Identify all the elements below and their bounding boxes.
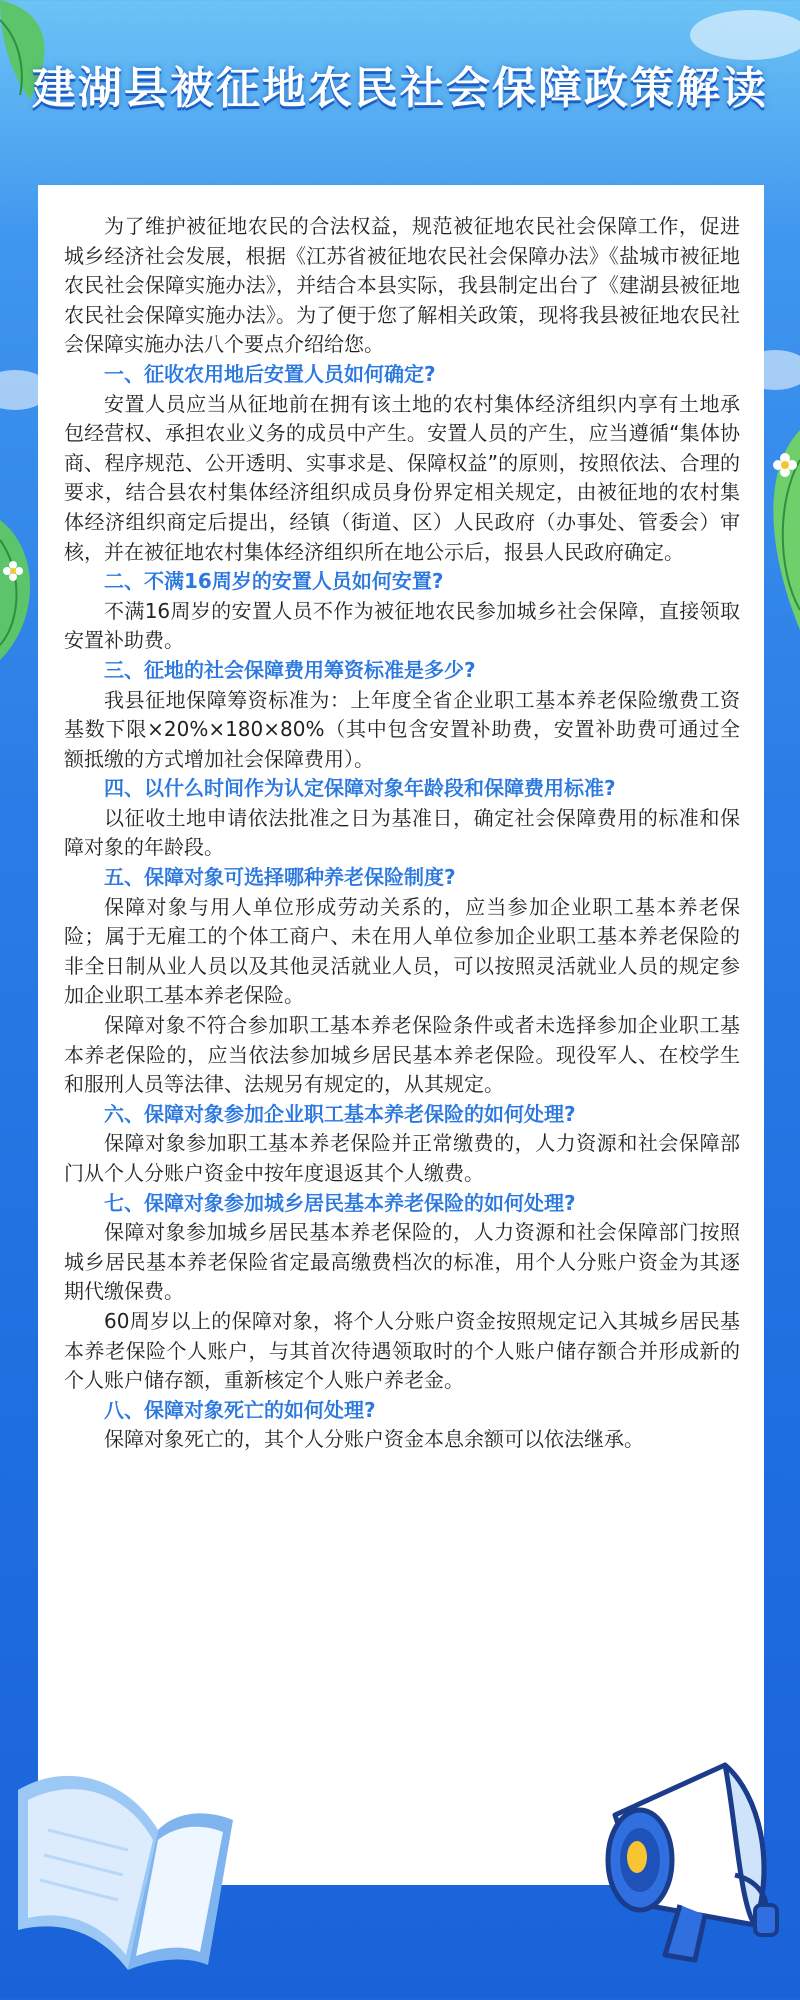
megaphone-icon <box>585 1755 790 1970</box>
flower-icon <box>2 560 24 582</box>
intro-paragraph: 为了维护被征地农民的合法权益，规范被征地农民社会保障工作，促进城乡经济社会发展，根据《江苏省被征地农民社会保障办法》《盐城市被征地农民社会保障实施办法》，并结合本县实际，我县制定出台了《建湖县被征地农民社会保障实施办法》。为了便于您了解相关政策，现将我县被征地农民社会保障实施办法八个要点介绍给您。 <box>64 214 740 357</box>
section-heading: 六、保障对象参加企业职工基本养老保险的如何处理? <box>104 1101 576 1126</box>
section-paragraph: 保障对象参加职工基本养老保险并正常缴费的，人力资源和社会保障部门从个人分账户资金中按年度退返其个人缴费。 <box>64 1131 740 1185</box>
section-paragraph: 保障对象不符合参加职工基本养老保险条件或者未选择参加企业职工基本养老保险的，应当依法参加城乡居民基本养老保险。现役军人、在校学生和服刑人员等法律、法规另有规定的，从其规定。 <box>64 1013 740 1097</box>
section-paragraph: 保障对象死亡的，其个人分账户资金本息余额可以依法继承。 <box>104 1427 644 1452</box>
section-heading: 二、不满16周岁的安置人员如何安置? <box>104 569 444 594</box>
leaf-icon <box>0 520 38 660</box>
page-title: 建湖县被征地农民社会保障政策解读 <box>32 63 768 114</box>
section-heading: 一、征收农用地后安置人员如何确定? <box>104 361 436 386</box>
section-paragraph: 不满16周岁的安置人员不作为被征地农民参加城乡社会保障，直接领取安置补助费。 <box>64 598 740 653</box>
section-paragraph: 保障对象参加城乡居民基本养老保险的，人力资源和社会保障部门按照城乡居民基本养老保险省定最高缴费档次的标准，用个人分账户资金为其逐期代缴保费。 <box>64 1220 740 1304</box>
section-heading: 五、保障对象可选择哪种养老保险制度? <box>104 865 456 890</box>
policy-content <box>64 212 740 1455</box>
flower-icon <box>772 452 798 478</box>
section-paragraph: 60周岁以上的保障对象，将个人分账户资金按照规定记入其城乡居民基本养老保险个人账户，与其首次待遇领取时的个人账户储存额合并形成新的个人账户储存额，重新核定个人账户养老金。 <box>64 1308 740 1393</box>
section-heading: 七、保障对象参加城乡居民基本养老保险的如何处理? <box>104 1190 576 1215</box>
section-heading: 四、以什么时间作为认定保障对象年龄段和保障费用标准? <box>104 776 616 801</box>
open-book-icon <box>8 1760 238 1980</box>
section-paragraph: 安置人员应当从征地前在拥有该土地的农村集体经济组织内享有土地承包经营权、承担农业义务的成员中产生。安置人员的产生，应当遵循“集体协商、程序规范、公开透明、实事求是、保障权益”的原则，按照依法、合理的要求，结合县农村集体经济组织成员身份界定相关规定，由被征地的农村集体经济组织商定后提出，经镇（街道、区）人民政府（办事处、管委会）审核，并在被征地农村集体经济组织所在地公示后，报县人民政府确定。 <box>64 391 740 564</box>
section-paragraph: 以征收土地申请依法批准之日为基准日，确定社会保障费用的标准和保障对象的年龄段。 <box>64 805 740 860</box>
section-paragraph: 我县征地保障筹资标准为：上年度全省企业职工基本养老保险缴费工资基数下限×20%×180×80%（其中包含安置补助费，安置补助费可通过全额抵缴的方式增加社会保障费用）。 <box>64 687 740 771</box>
section-paragraph: 保障对象与用人单位形成劳动关系的，应当参加企业职工基本养老保险；属于无雇工的个体工商户、未在用人单位参加企业职工基本养老保险的非全日制从业人员以及其他灵活就业人员，可以按照灵活就业人员的规定参加企业职工基本养老保险。 <box>64 894 740 1008</box>
title-banner <box>0 52 800 116</box>
section-heading: 八、保障对象死亡的如何处理? <box>104 1397 376 1422</box>
section-heading: 三、征地的社会保障费用筹资标准是多少? <box>104 657 476 682</box>
